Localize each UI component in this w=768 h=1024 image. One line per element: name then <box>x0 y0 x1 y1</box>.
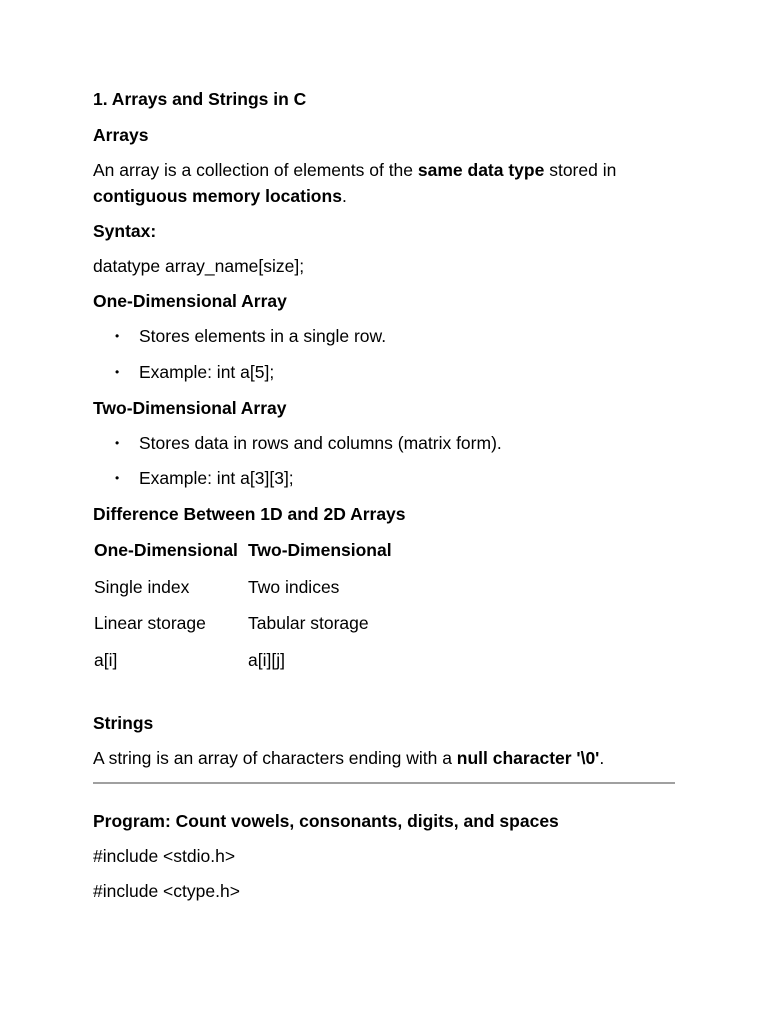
strings-heading: Strings <box>93 713 154 733</box>
table-header-cell: Two-Dimensional <box>248 540 392 560</box>
strings-definition-text-2: . <box>599 748 605 768</box>
arrays-definition <box>93 157 673 209</box>
bullet-icon: • <box>115 436 120 450</box>
code-line: #include <stdio.h> <box>93 846 236 866</box>
arrays-definition-text-2: stored in <box>544 160 617 180</box>
arrays-definition-text-3: . <box>341 186 347 206</box>
code-line: #include <ctype.h> <box>93 881 240 901</box>
syntax-label: Syntax: <box>93 221 157 241</box>
horizontal-divider <box>93 782 675 784</box>
difference-heading: Difference Between 1D and 2D Arrays <box>93 504 406 524</box>
strings-definition-bold: null character '\0' <box>456 748 600 768</box>
arrays-definition-text-1: An array is a collection of elements of the <box>93 160 418 180</box>
table-cell: Tabular storage <box>248 613 369 633</box>
strings-definition-text-1: A string is an array of characters ending with a <box>93 748 457 768</box>
arrays-definition-bold-2: contiguous memory locations <box>93 186 342 206</box>
one-dim-heading: One-Dimensional Array <box>93 291 287 311</box>
document-title: 1. Arrays and Strings in C <box>93 89 307 109</box>
list-item-text: Example: int a[5]; <box>139 362 275 382</box>
list-item-text: Stores elements in a single row. <box>139 326 387 346</box>
table-header-cell: One-Dimensional <box>94 540 238 560</box>
list-item-text: Example: int a[3][3]; <box>139 468 294 488</box>
bullet-icon: • <box>115 471 120 485</box>
bullet-icon: • <box>115 365 120 379</box>
strings-definition <box>93 746 604 771</box>
arrays-definition-bold-1: same data type <box>417 160 545 180</box>
table-cell: a[i] <box>94 650 118 670</box>
list-item-text: Stores data in rows and columns (matrix form). <box>139 433 502 453</box>
table-cell: Two indices <box>248 577 340 597</box>
program-heading: Program: Count vowels, consonants, digits, and spaces <box>93 811 559 831</box>
bullet-icon: • <box>115 329 120 343</box>
syntax-code: datatype array_name[size]; <box>93 256 305 276</box>
arrays-heading: Arrays <box>93 125 149 145</box>
table-cell: Single index <box>94 577 190 597</box>
table-cell: Linear storage <box>94 613 206 633</box>
two-dim-heading: Two-Dimensional Array <box>93 398 287 418</box>
table-cell: a[i][j] <box>248 650 285 670</box>
